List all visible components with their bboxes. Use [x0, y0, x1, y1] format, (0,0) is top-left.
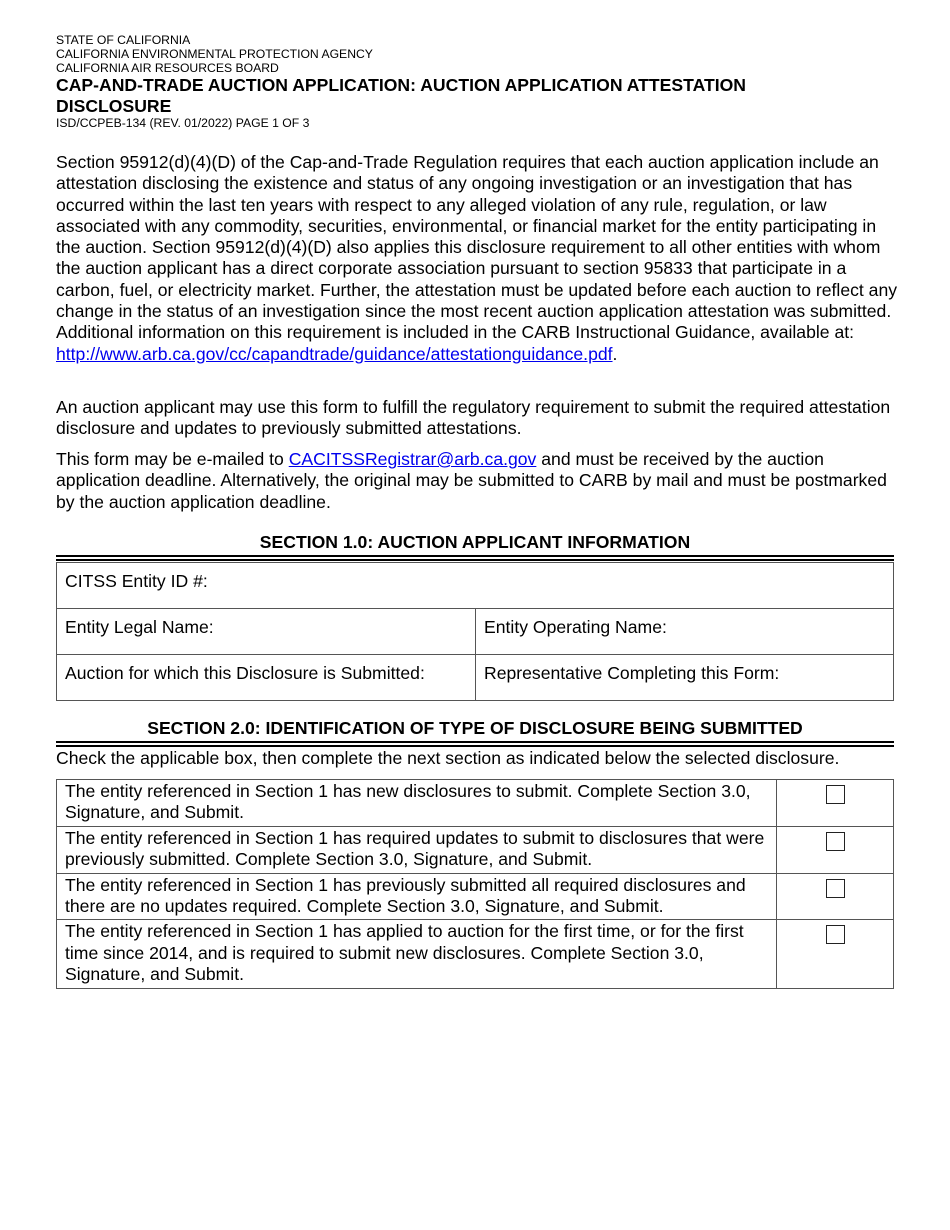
intro-paragraph-3-end: and must be received by the auction application deadline. Alternatively, the original may be submitted to CARB by mail and must be postmarked by the auction application deadline.: [56, 449, 887, 512]
intro-paragraph-2: An auction applicant may use this form to fulfill the regulatory requirement to submit the required attestation disclosure and updates to previously submitted attestations.: [56, 397, 891, 439]
form-header: [56, 33, 896, 130]
disclosure-option-1-checkbox[interactable]: [826, 785, 845, 804]
intro-paragraph-1-text: Section 95912(d)(4)(D) of the Cap-and-Trade Regulation requires that each auction application include an attestation disclosing the existence and status of any ongoing investigation or an investigation that has occurred within the last ten years with respect to any alleged violation of any rule, regulation, or law associated with any commodity, securities, environmental, or financial market for the entity participating in the auction. Section 95912(d)(4)(D) also applies this disclosure requirement to all other entities with whom the auction applicant has a direct corporate association pursuant to section 95833 that participate in a carbon, fuel, or electricity market. Further, the attestation must be updated before each auction to reflect any change in the status of an investigation since the most recent auction application attestation was submitted. Additional information on this requirement is included in the CARB Instructional Guidance, available at:: [56, 152, 898, 343]
agency-line-state: STATE OF CALIFORNIA: [56, 33, 191, 47]
disclosure-option-3-checkbox[interactable]: [826, 879, 845, 898]
applicant-info-table: [56, 562, 894, 701]
disclosure-option-row: [57, 873, 894, 920]
disclosure-option-text: The entity referenced in Section 1 has new disclosures to submit. Complete Section 3.0, Signature, and Submit.: [57, 780, 777, 827]
intro-paragraph-1: [56, 152, 900, 365]
intro-paragraph-1-end: .: [612, 343, 618, 364]
agency-line-calepa: CALIFORNIA ENVIRONMENTAL PROTECTION AGENCY: [56, 47, 373, 61]
disclosure-option-2-checkbox[interactable]: [826, 832, 845, 851]
disclosure-option-row: [57, 920, 894, 988]
disclosure-option-text: The entity referenced in Section 1 has previously submitted all required disclosures and there are no updates required. Complete Section 3.0, Signature, and Submit.: [57, 873, 777, 920]
form-title-line-2: DISCLOSURE: [56, 95, 172, 116]
entity-legal-name-field[interactable]: Entity Legal Name:: [57, 609, 476, 655]
disclosure-option-text: The entity referenced in Section 1 has applied to auction for the first time, or for the first time since 2014, and is required to submit new disclosures. Complete Section 3.0, Signature, and Submit.: [57, 920, 777, 988]
section-2-title: SECTION 2.0: IDENTIFICATION OF TYPE OF DISCLOSURE BEING SUBMITTED: [147, 718, 803, 738]
disclosure-option-row: [57, 780, 894, 827]
disclosure-option-4-checkbox[interactable]: [826, 925, 845, 944]
disclosure-option-text: The entity referenced in Section 1 has required updates to submit to disclosures that were previously submitted. Complete Section 3.0, Signature, and Submit.: [57, 826, 777, 873]
section-2-instruction: Check the applicable box, then complete the next section as indicated below the selected disclosure.: [56, 748, 840, 768]
auction-disclosure-field[interactable]: Auction for which this Disclosure is Submitted:: [57, 655, 476, 701]
form-title-line-1: CAP-AND-TRADE AUCTION APPLICATION: AUCTION APPLICATION ATTESTATION: [56, 75, 747, 95]
section-2-divider: [56, 741, 894, 747]
section-1-title: SECTION 1.0: AUCTION APPLICANT INFORMATION: [259, 532, 691, 552]
entity-operating-name-field[interactable]: Entity Operating Name:: [476, 609, 894, 655]
intro-paragraph-3-start: This form may be e-mailed to: [56, 449, 289, 469]
citss-entity-id-field[interactable]: CITSS Entity ID #:: [57, 563, 894, 609]
disclosure-option-row: [57, 826, 894, 873]
section-1-divider: [56, 555, 894, 561]
guidance-link[interactable]: http://www.arb.ca.gov/cc/capandtrade/guidance/attestationguidance.pdf: [56, 343, 613, 364]
disclosure-type-table: [56, 779, 894, 989]
intro-paragraph-3: [56, 449, 900, 513]
representative-field[interactable]: Representative Completing this Form:: [476, 655, 894, 701]
form-number: ISD/CCPEB-134 (REV. 01/2022) PAGE 1 OF 3: [56, 116, 310, 130]
registrar-email-link[interactable]: CACITSSRegistrar@arb.ca.gov: [288, 449, 537, 469]
agency-line-carb: CALIFORNIA AIR RESOURCES BOARD: [56, 61, 279, 75]
